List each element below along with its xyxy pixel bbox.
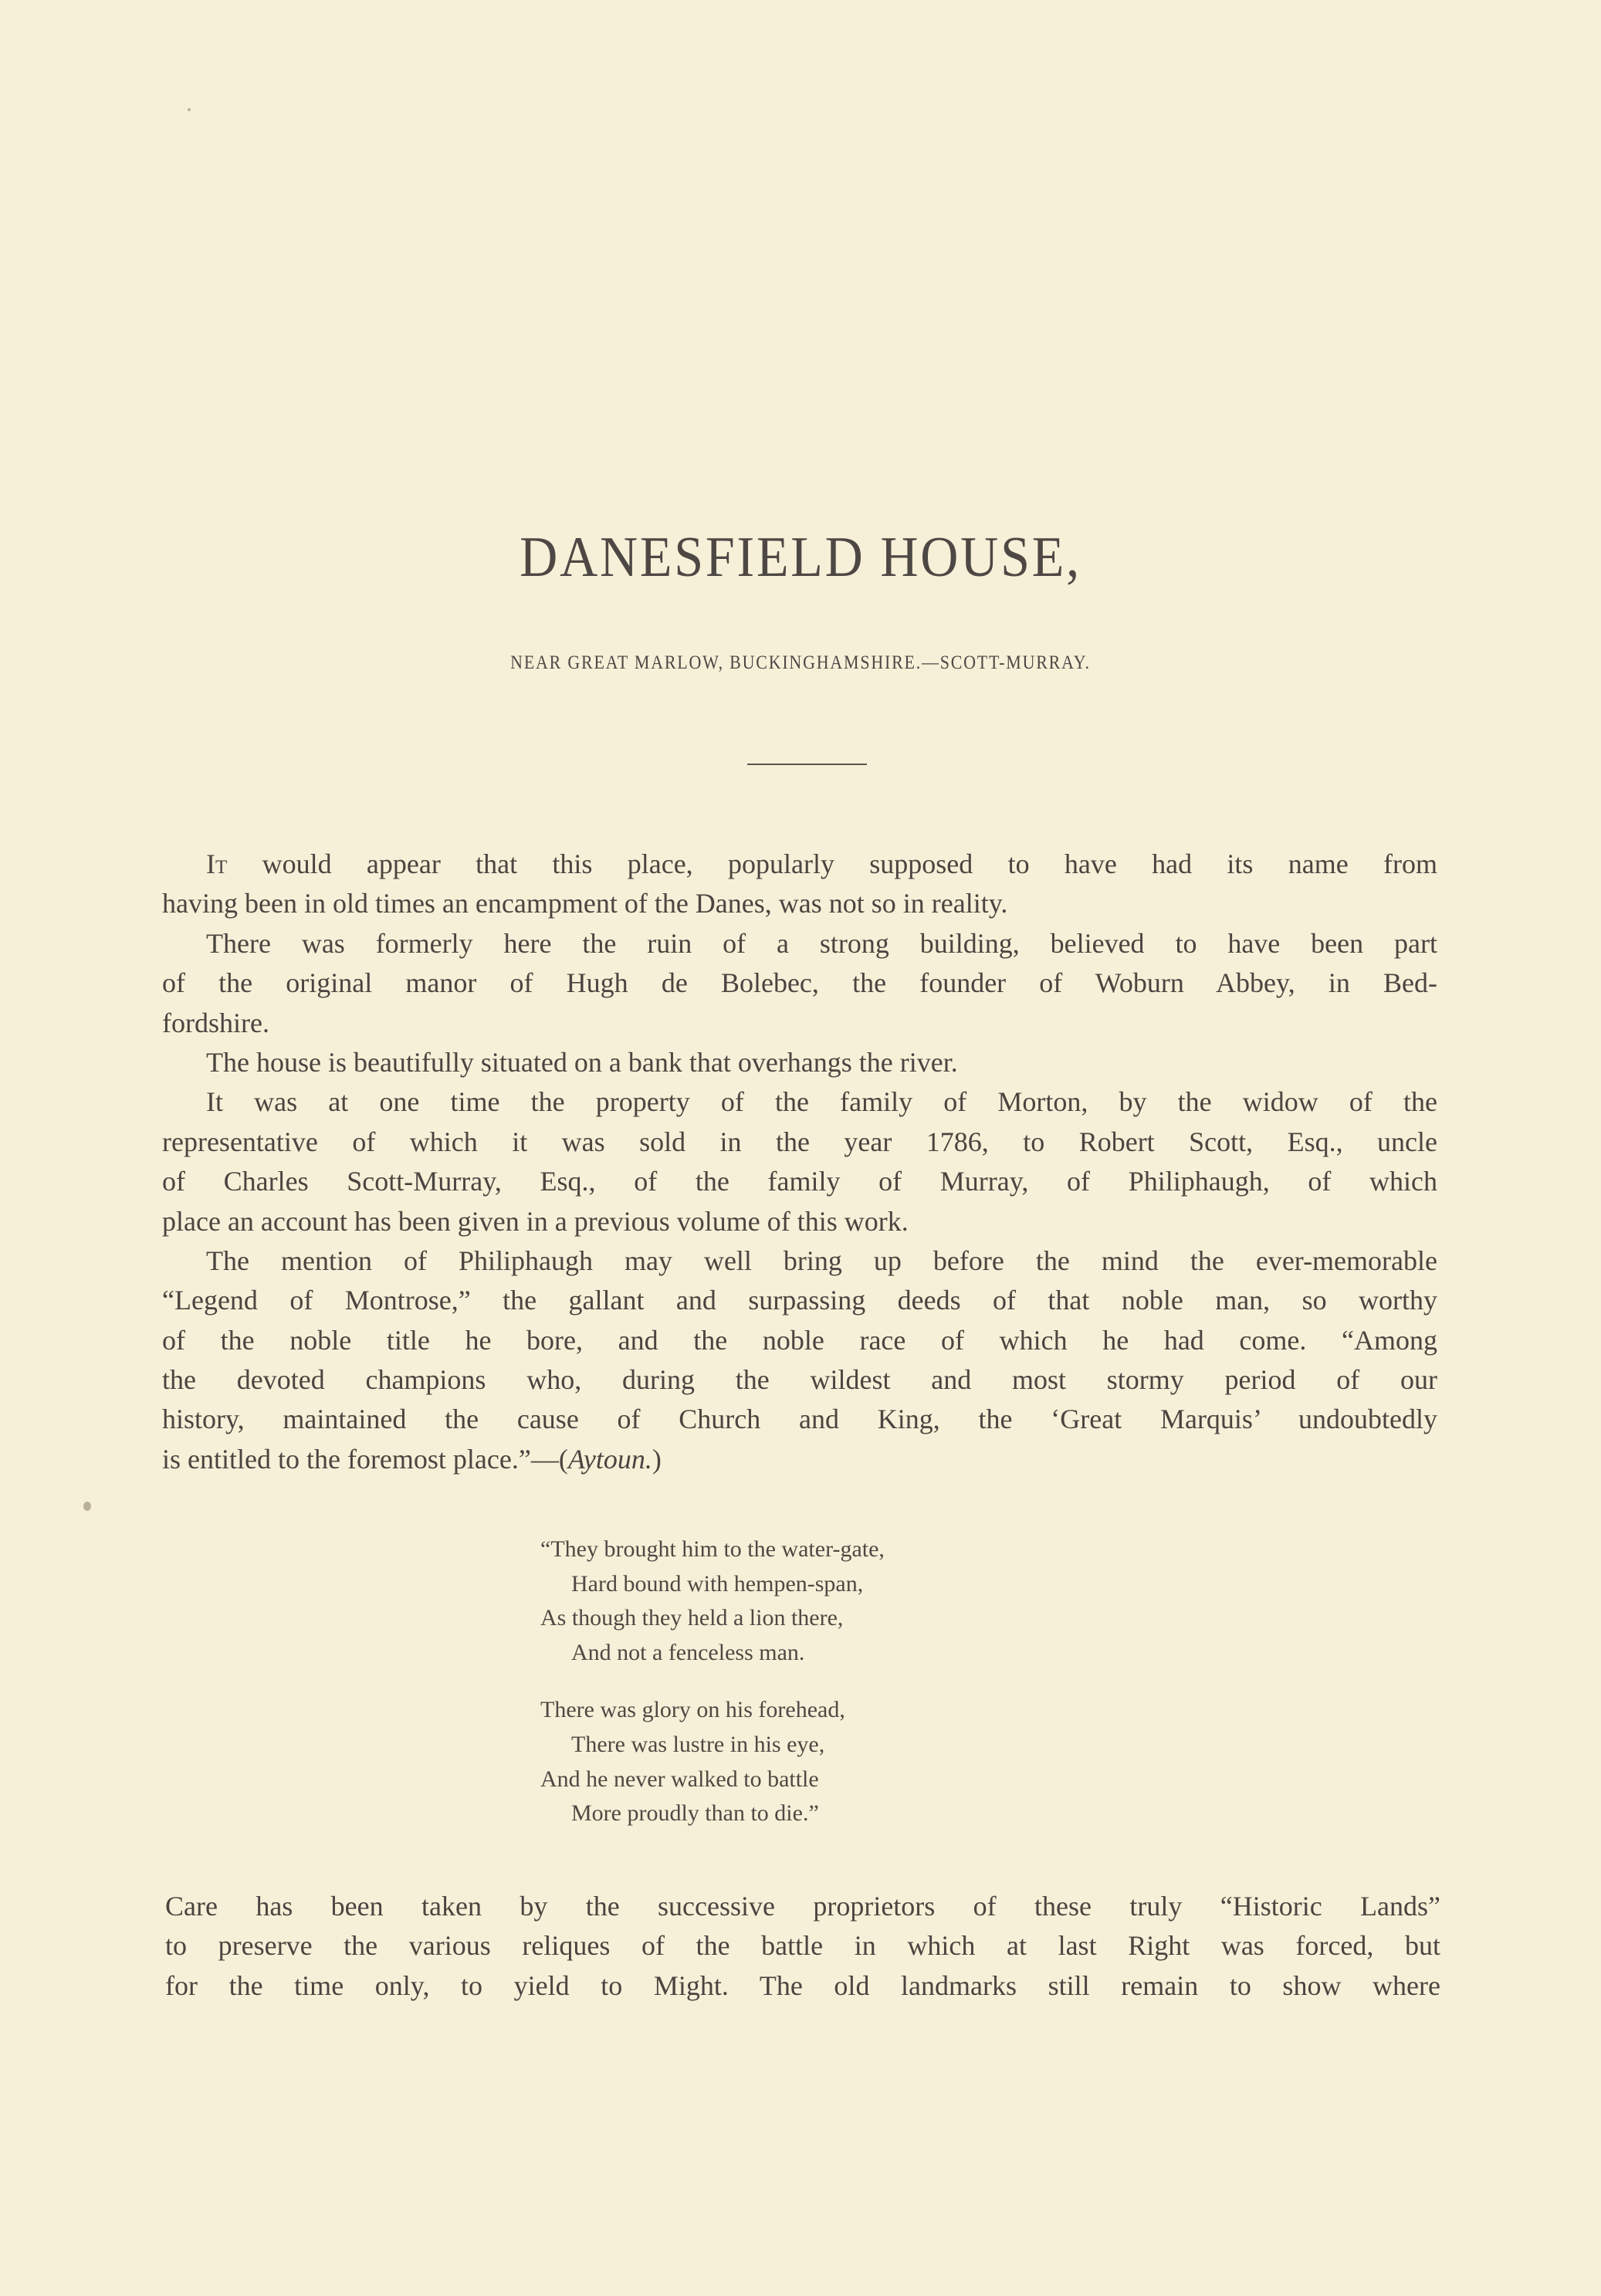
text-line: of the noble title he bore, and the noble race of which he had come. “Among bbox=[162, 1324, 1437, 1356]
poem-line: Hard bound with hempen-span, bbox=[571, 1570, 864, 1597]
closing-paragraph bbox=[165, 1887, 1440, 2006]
poem-line: There was glory on his forehead, bbox=[540, 1697, 845, 1723]
poem-line: There was lustre in his eye, bbox=[571, 1731, 825, 1757]
text-line: of the original manor of Hugh de Bolebec, the founder of Woburn Abbey, in Bed- bbox=[162, 967, 1437, 999]
text-line: The house is beautifully situated on a bank that overhangs the river. bbox=[206, 1046, 958, 1078]
text-segment: would appear that this place, popularly supposed to have had its name from bbox=[227, 848, 1437, 879]
paper-speck bbox=[83, 1502, 91, 1511]
text-line bbox=[162, 845, 1437, 884]
body-text bbox=[162, 845, 1437, 1479]
poem-line: “They brought him to the water-gate, bbox=[540, 1536, 885, 1562]
page-subtitle: NEAR GREAT MARLOW, BUCKINGHAMSHIRE.—SCOTT-MURRAY. bbox=[510, 652, 1091, 673]
poem-line: And not a fenceless man. bbox=[571, 1639, 805, 1665]
text-segment: ) bbox=[652, 1443, 662, 1475]
poem-line: And he never walked to battle bbox=[540, 1766, 819, 1792]
paper-speck bbox=[188, 108, 191, 111]
poem-line: More proudly than to die.” bbox=[571, 1800, 819, 1827]
poem-quote bbox=[540, 1532, 885, 1831]
text-line: Care has been taken by the successive proprietors of these truly “Historic Lands” bbox=[165, 1891, 1440, 1922]
text-line: for the time only, to yield to Might. The old landmarks still remain to show where bbox=[165, 1969, 1440, 2001]
text-line: “Legend of Montrose,” the gallant and surpassing deeds of that noble man, so worthy bbox=[162, 1285, 1437, 1316]
text-segment: It bbox=[206, 848, 228, 879]
text-line: fordshire. bbox=[162, 1007, 269, 1038]
text-line: It was at one time the property of the family of Morton, by the widow of the bbox=[206, 1086, 1437, 1118]
text-line: representative of which it was sold in the year 1786, to Robert Scott, Esq., uncle bbox=[162, 1126, 1437, 1157]
page-title: DANESFIELD HOUSE, bbox=[520, 526, 1081, 589]
text-line: The mention of Philiphaugh may well bring up before the mind the ever-memorable bbox=[206, 1245, 1437, 1276]
text-line: to preserve the various reliques of the battle in which at last Right was forced, but bbox=[165, 1930, 1440, 1962]
text-line bbox=[162, 1440, 1437, 1479]
text-line: There was formerly here the ruin of a strong building, believed to have been part bbox=[206, 927, 1437, 959]
text-line: the devoted champions who, during the wildest and most stormy period of our bbox=[162, 1364, 1437, 1396]
text-line: having been in old times an encampment of the Danes, was not so in reality. bbox=[162, 888, 1008, 919]
text-line: place an account has been given in a previous volume of this work. bbox=[162, 1205, 909, 1237]
text-line: history, maintained the cause of Church and King, the ‘Great Marquis’ undoubtedly bbox=[162, 1404, 1437, 1435]
divider-rule bbox=[747, 764, 867, 765]
italic-citation: Aytoun. bbox=[567, 1443, 652, 1475]
poem-line: As though they held a lion there, bbox=[540, 1605, 844, 1631]
text-segment: is entitled to the foremost place.”—( bbox=[162, 1443, 568, 1475]
text-line: of Charles Scott-Murray, Esq., of the family of Murray, of Philiphaugh, of which bbox=[162, 1166, 1437, 1197]
